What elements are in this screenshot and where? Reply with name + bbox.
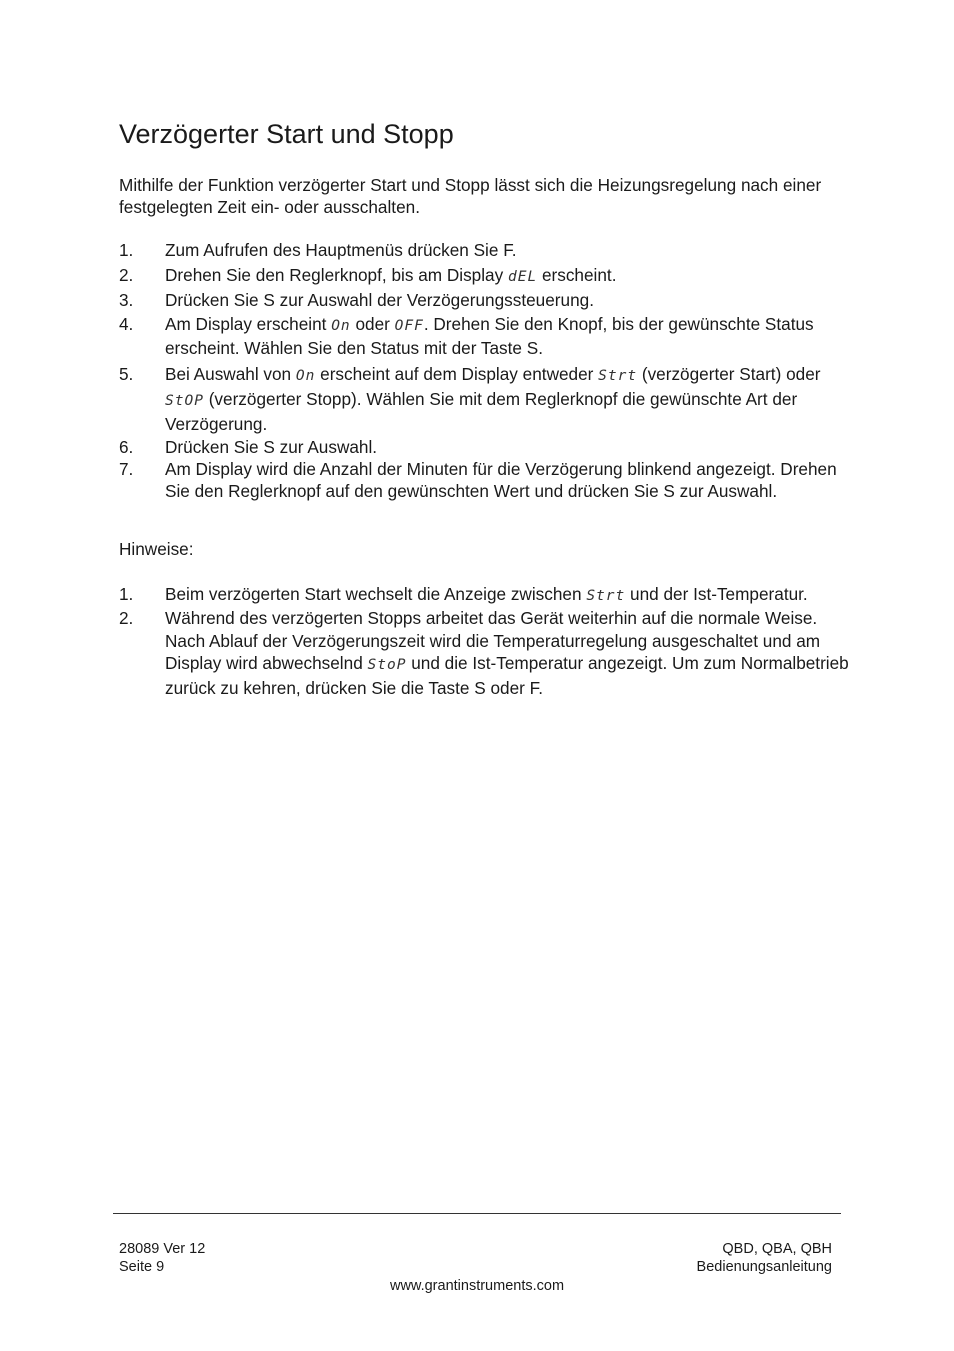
step-number: 1. [119, 240, 134, 260]
step-number: 2. [119, 265, 134, 285]
footer-website-link[interactable]: www.grantinstruments.com [389, 1278, 565, 1294]
note-text: Beim verzögerten Start wechselt die Anzeige zwischen [165, 584, 587, 604]
list-item [119, 313, 859, 359]
step-text: Zum Aufrufen des Hauptmenüs drücken Sie F. [165, 240, 517, 260]
display-code: Strt [598, 368, 638, 384]
notes-heading: Hinweise: [119, 539, 194, 559]
display-code: StoP [367, 657, 407, 673]
steps-list [119, 239, 859, 502]
intro-paragraph: Mithilfe der Funktion verzögerter Start und Stopp lässt sich die Heizungsregelung nach einer festgelegten Zeit ein- oder ausschalten. [119, 175, 822, 217]
note-text: Während des verzögerten Stopps arbeitet das Gerät weiterhin auf die normale Weise. Nach Ablauf der Verzögerungszeit wird die Temperaturregelung ausgeschaltet und am Display wird abwechselnd [165, 608, 821, 673]
display-code: StOP [165, 393, 204, 409]
step-text: Drücken Sie S zur Auswahl. [165, 437, 378, 457]
list-item [119, 289, 859, 311]
list-item [119, 363, 859, 436]
step-text: Drehen Sie den Reglerknopf, bis am Display [165, 265, 508, 285]
step-text: (verzögerter Start) oder [637, 364, 821, 384]
step-text: Am Display erscheint [165, 314, 332, 334]
step-number: 6. [119, 437, 134, 457]
notes-list [119, 583, 859, 699]
step-text: Bei Auswahl von [165, 364, 296, 384]
note-text: und der Ist-Temperatur. [625, 584, 808, 604]
step-text: . Drehen Sie den Knopf, bis der gewünschte Status erscheint. Wählen Sie den Status mit der Taste S. [165, 314, 814, 358]
list-item [119, 583, 859, 607]
step-number: 7. [119, 459, 134, 479]
step-text: (verzögerter Stopp). Wählen Sie mit dem Reglerknopf die gewünschte Art der Verzögerung. [165, 389, 798, 434]
list-item [119, 458, 859, 502]
display-code: On [295, 368, 316, 384]
list-item [119, 264, 859, 288]
display-code: Strt [586, 588, 626, 604]
footer-doc-type: Bedienungsanleitung [696, 1259, 832, 1275]
footer-page-number: Seite 9 [119, 1259, 165, 1275]
note-number: 2. [119, 608, 134, 628]
step-text: erscheint auf dem Display entweder [315, 364, 599, 384]
display-code: On [331, 318, 351, 334]
step-text: Drücken Sie S zur Auswahl der Verzögerungssteuerung. [165, 290, 594, 310]
step-text: erscheint. [537, 265, 617, 285]
footer-divider [113, 1213, 841, 1214]
footer-models: QBD, QBA, QBH [722, 1241, 832, 1257]
list-item [119, 436, 859, 458]
footer-doc-number: 28089 Ver 12 [119, 1241, 206, 1257]
display-code: dEL [507, 269, 538, 285]
step-number: 3. [119, 290, 134, 310]
step-number: 4. [119, 314, 134, 334]
note-text: und die Ist-Temperatur angezeigt. Um zum Normalbetrieb zurück zu kehren, drücken Sie die Taste S oder F. [165, 653, 849, 698]
list-item [119, 239, 859, 261]
page-title: Verzögerter Start und Stopp [119, 119, 454, 149]
list-item [119, 607, 859, 699]
note-number: 1. [119, 584, 134, 604]
step-text: Am Display wird die Anzahl der Minuten für die Verzögerung blinkend angezeigt. Drehen Sie den Reglerknopf auf den gewünschten Wert und drücken Sie S zur Auswahl. [165, 459, 837, 501]
step-text: oder [350, 314, 395, 334]
step-number: 5. [119, 364, 134, 384]
display-code: OFF [394, 318, 424, 334]
